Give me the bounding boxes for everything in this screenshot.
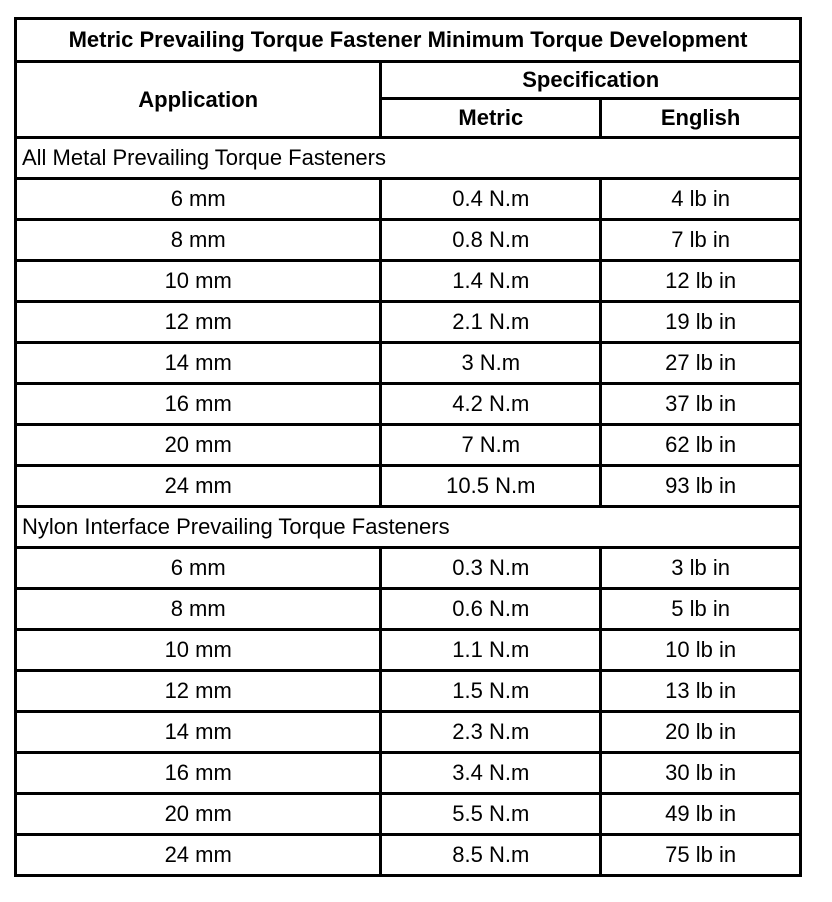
application-cell: 20 mm	[16, 425, 381, 466]
metric-value-cell: 1.1 N.m	[381, 630, 601, 671]
application-cell: 14 mm	[16, 712, 381, 753]
application-cell: 12 mm	[16, 302, 381, 343]
english-value-cell: 3 lb in	[601, 548, 801, 589]
table-row	[16, 466, 801, 507]
table-row	[16, 794, 801, 835]
english-value-cell: 5 lb in	[601, 589, 801, 630]
table-row	[16, 671, 801, 712]
table-row	[16, 712, 801, 753]
table-row	[16, 302, 801, 343]
metric-header: Metric	[381, 99, 601, 138]
table-row	[16, 835, 801, 876]
english-value-cell: 75 lb in	[601, 835, 801, 876]
metric-value-cell: 1.4 N.m	[381, 261, 601, 302]
metric-value-cell: 3 N.m	[381, 343, 601, 384]
section-row	[16, 138, 801, 179]
table-row	[16, 548, 801, 589]
english-value-cell: 62 lb in	[601, 425, 801, 466]
section-label: All Metal Prevailing Torque Fasteners	[16, 138, 801, 179]
application-cell: 6 mm	[16, 548, 381, 589]
english-value-cell: 4 lb in	[601, 179, 801, 220]
english-value-cell: 27 lb in	[601, 343, 801, 384]
application-cell: 10 mm	[16, 261, 381, 302]
metric-value-cell: 2.1 N.m	[381, 302, 601, 343]
application-cell: 12 mm	[16, 671, 381, 712]
english-value-cell: 20 lb in	[601, 712, 801, 753]
application-cell: 16 mm	[16, 384, 381, 425]
table-row	[16, 261, 801, 302]
metric-value-cell: 5.5 N.m	[381, 794, 601, 835]
table-body	[16, 138, 801, 876]
english-value-cell: 49 lb in	[601, 794, 801, 835]
section-label: Nylon Interface Prevailing Torque Fasteners	[16, 507, 801, 548]
application-cell: 8 mm	[16, 220, 381, 261]
metric-value-cell: 0.8 N.m	[381, 220, 601, 261]
application-cell: 16 mm	[16, 753, 381, 794]
application-cell: 24 mm	[16, 835, 381, 876]
english-value-cell: 7 lb in	[601, 220, 801, 261]
application-cell: 20 mm	[16, 794, 381, 835]
table-row	[16, 589, 801, 630]
table-row	[16, 425, 801, 466]
metric-value-cell: 7 N.m	[381, 425, 601, 466]
metric-value-cell: 8.5 N.m	[381, 835, 601, 876]
english-value-cell: 19 lb in	[601, 302, 801, 343]
metric-value-cell: 4.2 N.m	[381, 384, 601, 425]
table-title: Metric Prevailing Torque Fastener Minimum Torque Development	[16, 19, 801, 62]
english-header: English	[601, 99, 801, 138]
table-row	[16, 630, 801, 671]
application-cell: 10 mm	[16, 630, 381, 671]
metric-value-cell: 1.5 N.m	[381, 671, 601, 712]
specification-header: Specification	[381, 62, 801, 99]
metric-value-cell: 0.3 N.m	[381, 548, 601, 589]
table-row	[16, 343, 801, 384]
application-cell: 14 mm	[16, 343, 381, 384]
table-row	[16, 753, 801, 794]
english-value-cell: 37 lb in	[601, 384, 801, 425]
application-cell: 24 mm	[16, 466, 381, 507]
table-row	[16, 220, 801, 261]
english-value-cell: 30 lb in	[601, 753, 801, 794]
english-value-cell: 93 lb in	[601, 466, 801, 507]
metric-value-cell: 2.3 N.m	[381, 712, 601, 753]
metric-value-cell: 10.5 N.m	[381, 466, 601, 507]
application-cell: 8 mm	[16, 589, 381, 630]
torque-spec-table	[14, 17, 802, 877]
table-row	[16, 179, 801, 220]
english-value-cell: 12 lb in	[601, 261, 801, 302]
metric-value-cell: 3.4 N.m	[381, 753, 601, 794]
metric-value-cell: 0.6 N.m	[381, 589, 601, 630]
metric-value-cell: 0.4 N.m	[381, 179, 601, 220]
application-header: Application	[16, 62, 381, 138]
table-row	[16, 384, 801, 425]
application-cell: 6 mm	[16, 179, 381, 220]
english-value-cell: 10 lb in	[601, 630, 801, 671]
section-row	[16, 507, 801, 548]
english-value-cell: 13 lb in	[601, 671, 801, 712]
